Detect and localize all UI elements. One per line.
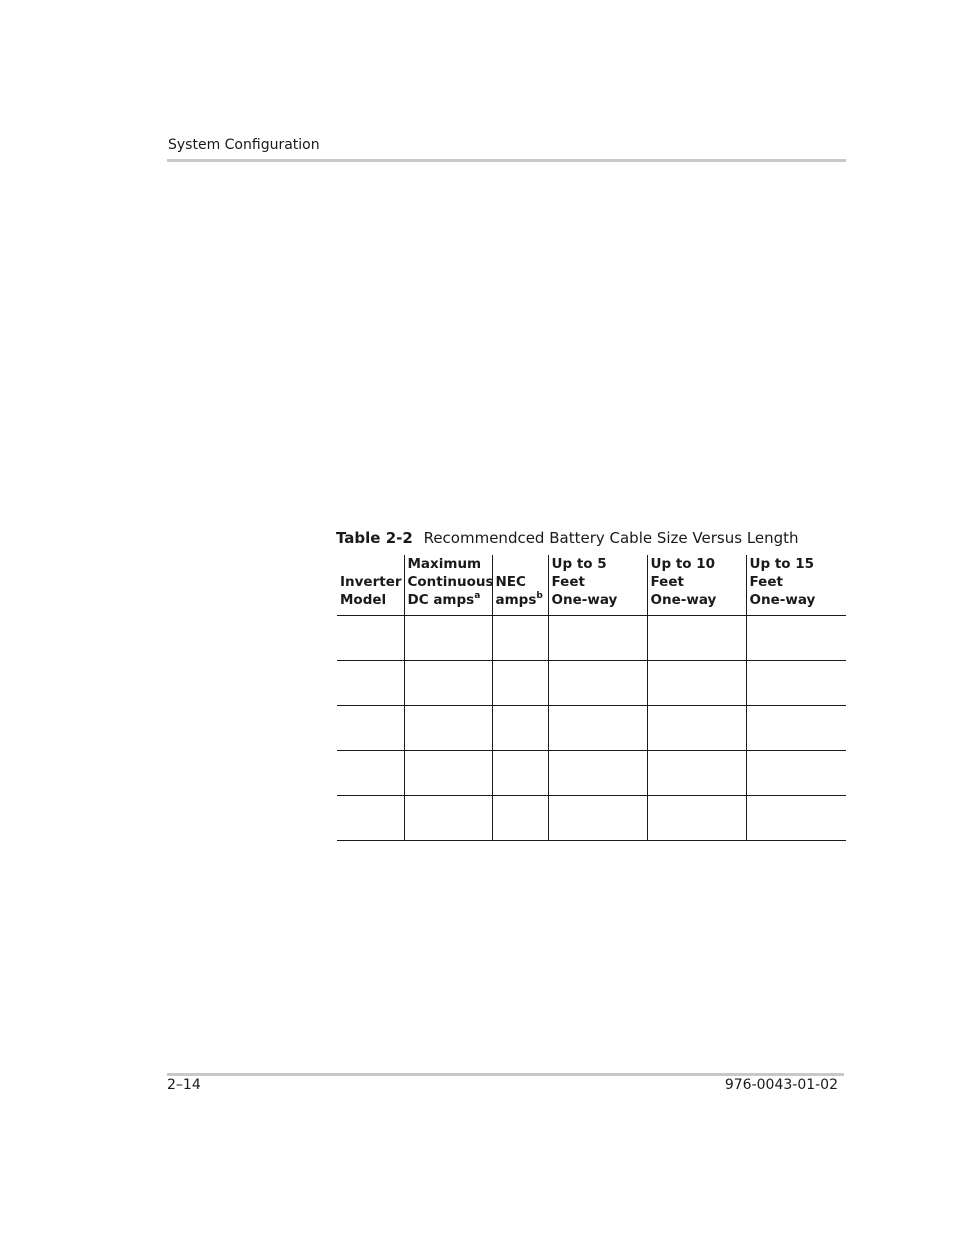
table-cell <box>647 706 746 751</box>
table-cell <box>337 616 404 661</box>
col-header-inverter-model: Inverter Model <box>337 555 404 616</box>
table-cell <box>337 706 404 751</box>
table-title: Recommendced Battery Cable Size Versus Length <box>423 529 799 547</box>
table-cell <box>492 661 548 706</box>
table-header-row <box>337 555 846 616</box>
table-row <box>337 616 846 661</box>
table-cell <box>746 751 846 796</box>
col-header-nec-amps: NEC amps$^b$ <box>492 555 548 616</box>
table-cell <box>404 616 492 661</box>
table-cell <box>337 661 404 706</box>
table-cell <box>404 796 492 841</box>
table-caption <box>336 529 799 547</box>
col-header-up-to-10-feet: Up to 10 Feet One-way <box>647 555 746 616</box>
table-cell <box>492 751 548 796</box>
table-cell <box>492 796 548 841</box>
table-cell <box>647 661 746 706</box>
table-cell <box>746 616 846 661</box>
table-number: Table 2-2 <box>336 529 413 547</box>
table-cell <box>548 706 647 751</box>
table-cell <box>746 796 846 841</box>
table-row <box>337 661 846 706</box>
table-row <box>337 796 846 841</box>
table-cell <box>404 706 492 751</box>
col-header-up-to-15-feet: Up to 15 Feet One-way <box>746 555 846 616</box>
table-cell <box>647 796 746 841</box>
page-number: 2–14 <box>167 1077 201 1093</box>
footnote-marker: b <box>536 591 543 601</box>
table-cell <box>404 751 492 796</box>
table-cell <box>746 661 846 706</box>
table-cell <box>548 796 647 841</box>
col-header-up-to-5-feet: Up to 5 Feet One-way <box>548 555 647 616</box>
table-cell <box>647 751 746 796</box>
footnote-marker: a <box>474 591 481 601</box>
table-cell <box>492 706 548 751</box>
table-row <box>337 706 846 751</box>
table-cell <box>337 751 404 796</box>
table-row <box>337 751 846 796</box>
running-header: System Configuration <box>168 137 320 153</box>
table-cell <box>337 796 404 841</box>
battery-cable-table <box>337 555 846 841</box>
header-rule <box>167 159 846 162</box>
footer-rule <box>167 1073 844 1076</box>
document-number: 976-0043-01-02 <box>724 1077 838 1093</box>
table-cell <box>548 751 647 796</box>
table-cell <box>404 661 492 706</box>
col-header-max-continuous-dc-amps: Maximum Continuous DC amps$^a$ <box>404 555 492 616</box>
table-cell <box>492 616 548 661</box>
table-cell <box>647 616 746 661</box>
table-cell <box>548 661 647 706</box>
table-cell <box>548 616 647 661</box>
table-cell <box>746 706 846 751</box>
